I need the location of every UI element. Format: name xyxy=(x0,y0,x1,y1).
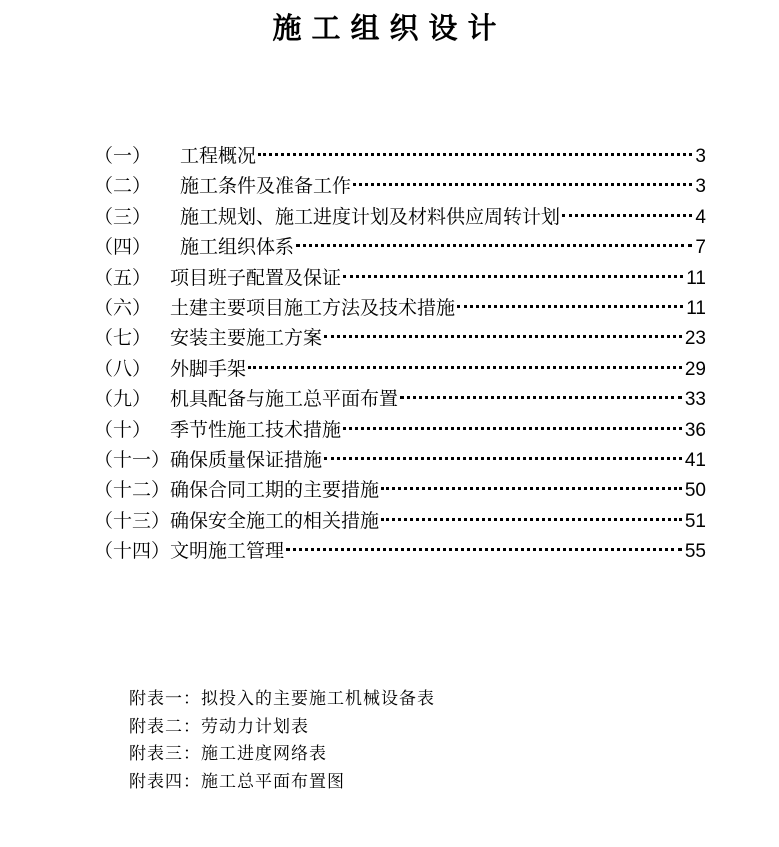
toc-leader-dots xyxy=(286,548,682,551)
toc-entry-number: （六） xyxy=(94,296,152,319)
toc-leader-dots xyxy=(353,183,692,186)
toc-leader-dots xyxy=(562,214,692,217)
toc-leader-dots xyxy=(381,487,682,490)
toc-entry-number: （十） xyxy=(94,418,152,441)
toc-leader-dots xyxy=(248,366,682,369)
toc-entry-title: 工程概况 xyxy=(180,145,257,167)
toc-leader-dots xyxy=(400,396,682,399)
toc-entry-number: （一） xyxy=(94,145,152,167)
appendix-item: 附表二：劳动力计划表 xyxy=(129,716,309,737)
toc-entry-number: （四） xyxy=(94,236,152,259)
toc-entry[interactable] xyxy=(94,354,706,384)
toc-entry-title: 季节性施工技术措施 xyxy=(170,418,342,441)
toc-entry[interactable] xyxy=(94,202,706,232)
toc-entry-number: （九） xyxy=(94,388,152,411)
toc-entry-title: 机具配备与施工总平面布置 xyxy=(170,388,399,411)
toc-entry-number: （五） xyxy=(94,266,152,289)
toc-entry-title: 确保安全施工的相关措施 xyxy=(170,509,380,532)
toc-entry-number: （十一） xyxy=(94,448,171,471)
appendix-item: 附表一：拟投入的主要施工机械设备表 xyxy=(129,689,435,709)
appendix-item: 附表四：施工总平面布置图 xyxy=(129,771,345,792)
toc-entry-page: 51 xyxy=(684,510,706,532)
toc-entry-number: （八） xyxy=(94,357,152,380)
toc-entry-title: 施工规划、施工进度计划及材料供应周转计划 xyxy=(180,205,561,228)
toc-leader-dots xyxy=(324,335,682,338)
toc-leader-dots xyxy=(457,305,683,308)
toc-entry[interactable] xyxy=(94,415,706,445)
toc-entry[interactable] xyxy=(94,171,706,201)
toc-leader-dots xyxy=(381,518,682,521)
toc-leader-dots xyxy=(258,153,692,156)
toc-entry-title: 项目班子配置及保证 xyxy=(170,266,342,289)
toc-entry-number: （二） xyxy=(94,175,152,198)
toc-entry-page: 55 xyxy=(684,541,706,563)
toc-entry-page: 33 xyxy=(684,389,706,411)
toc-entry[interactable] xyxy=(94,141,706,171)
toc-entry[interactable] xyxy=(94,475,706,505)
toc-entry-title: 施工组织体系 xyxy=(180,236,295,259)
toc-entry-title: 确保质量保证措施 xyxy=(170,448,323,471)
toc-entry[interactable] xyxy=(94,536,706,566)
toc-entry[interactable] xyxy=(94,293,706,323)
toc-entry-number: （七） xyxy=(94,327,152,350)
toc-entry-page: 36 xyxy=(684,419,706,441)
table-of-contents xyxy=(94,141,706,566)
toc-entry-page: 41 xyxy=(684,449,706,471)
toc-entry-title: 土建主要项目施工方法及技术措施 xyxy=(170,296,456,319)
toc-entry-title: 安装主要施工方案 xyxy=(170,327,323,350)
toc-entry-number: （十三） xyxy=(94,509,171,532)
document-title: 施工组织设计 xyxy=(272,11,507,45)
toc-entry-page: 11 xyxy=(686,267,706,289)
toc-entry-page: 7 xyxy=(695,237,706,259)
appendix-list xyxy=(129,686,435,796)
toc-entry-page: 23 xyxy=(684,328,706,350)
toc-entry[interactable] xyxy=(94,232,706,262)
toc-entry[interactable] xyxy=(94,445,706,475)
toc-entry[interactable] xyxy=(94,323,706,353)
toc-entry-page: 3 xyxy=(695,146,706,167)
toc-entry-number: （十四） xyxy=(94,540,171,563)
toc-entry-page: 3 xyxy=(695,176,706,198)
toc-entry-page: 4 xyxy=(695,206,706,228)
toc-entry-title: 外脚手架 xyxy=(170,357,247,380)
toc-entry-title: 施工条件及准备工作 xyxy=(180,175,352,198)
toc-leader-dots xyxy=(296,244,692,247)
appendix-item: 附表三：施工进度网络表 xyxy=(129,744,327,764)
toc-entry[interactable] xyxy=(94,506,706,536)
toc-entry[interactable] xyxy=(94,384,706,414)
toc-entry-page: 11 xyxy=(686,297,706,319)
toc-entry-number: （十二） xyxy=(94,479,171,502)
toc-entry-number: （三） xyxy=(94,205,152,228)
toc-leader-dots xyxy=(324,457,682,460)
toc-leader-dots xyxy=(343,275,683,278)
toc-entry-title: 确保合同工期的主要措施 xyxy=(170,479,380,502)
toc-entry[interactable] xyxy=(94,263,706,293)
toc-entry-page: 50 xyxy=(684,480,706,502)
toc-entry-title: 文明施工管理 xyxy=(170,540,285,563)
toc-entry-page: 29 xyxy=(684,358,706,380)
toc-leader-dots xyxy=(343,427,682,430)
